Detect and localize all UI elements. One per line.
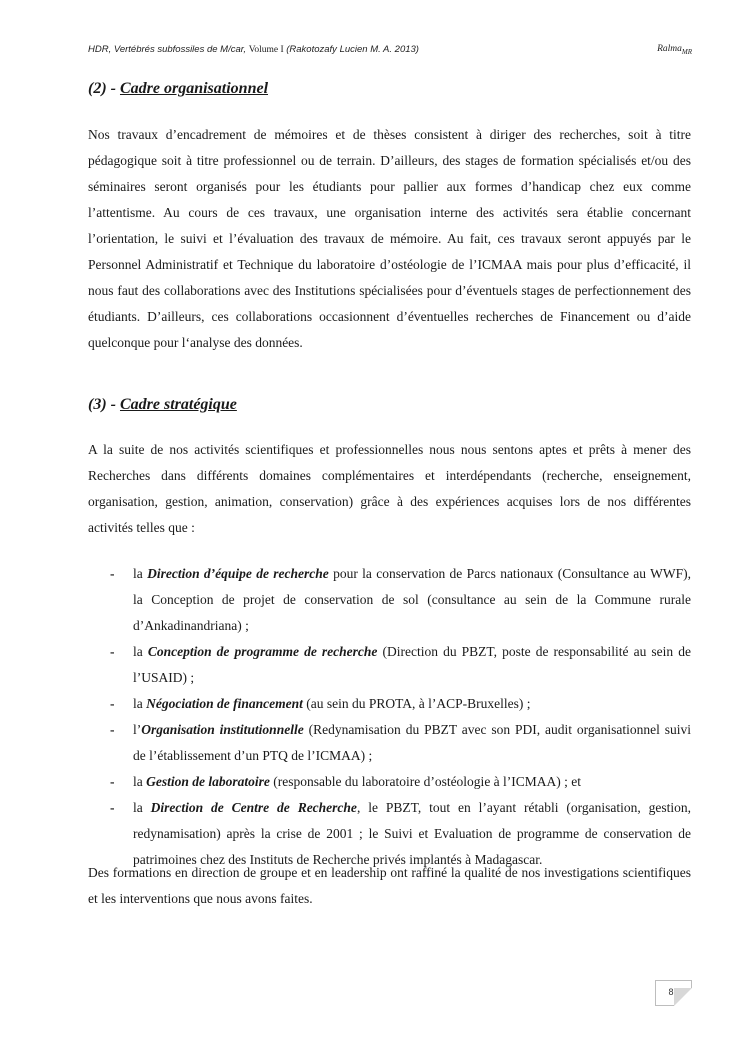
- section-3-closing: Des formations en direction de groupe et en leadership ont raffiné la qualité de nos investigations scientifiques et les interventions que nous avons faites.: [88, 865, 691, 906]
- experience-list: [110, 561, 691, 873]
- list-dash: -: [110, 644, 115, 659]
- list-item-emphasis: Négociation de financement: [146, 696, 303, 711]
- list-dash: -: [110, 774, 115, 789]
- list-item-emphasis: Direction d’équipe de recherche: [147, 566, 329, 581]
- list-item: [110, 769, 691, 795]
- page-curl-decoration: [674, 988, 692, 1006]
- list-item-text: (Redynamisation du PBZT avec son PDI, audit organisationnel suivi de l’établissement d’un PTQ de l’ICMAA) ;: [133, 722, 691, 763]
- list-item-prefix: la: [133, 774, 147, 789]
- header-volume: Volume I: [248, 45, 284, 55]
- list-item-prefix: la: [133, 566, 148, 581]
- list-item-text: (responsable du laboratoire d’ostéologie à l’ICMAA) ; et: [269, 774, 582, 789]
- running-header: [88, 44, 692, 62]
- list-item-prefix: la: [133, 800, 151, 815]
- list-item: [110, 561, 691, 639]
- page-number-box: [655, 980, 692, 1006]
- section-2-number: (2) -: [88, 80, 120, 97]
- header-signature-sub: MR: [681, 47, 692, 56]
- list-item-text: , le PBZT, tout en l’ayant rétabli (organisation, gestion, redynamisation) après la crise de 2001 ; le Suivi et Evaluation de programme de conservation de patrimoines chez des Instituts de Recherche privés implantés à Madagascar.: [133, 800, 692, 867]
- list-dash: -: [110, 566, 115, 581]
- section-2-title: Cadre organisationnel: [119, 80, 269, 97]
- section-3-heading: [88, 396, 237, 414]
- list-item-prefix: la: [133, 644, 148, 659]
- section-2-heading: [88, 80, 268, 98]
- header-signature: [657, 44, 692, 56]
- section-3-intro: A la suite de nos activités scientifiques et professionnelles nous nous sentons aptes et prêts à mener des Recherches dans différents domaines complémentaires et interdépendants (recherche, enseignement, organisation, gestion, animation, conservation) grâce à des expériences acquises lors de nos différentes activités telles que :: [88, 442, 691, 535]
- header-citation: [88, 44, 419, 55]
- list-item-emphasis: Conception de programme de recherche: [147, 644, 378, 659]
- list-item-prefix: l’: [133, 722, 142, 737]
- page-number: 81: [668, 987, 679, 997]
- section-2-paragraph: Nos travaux d’encadrement de mémoires et de thèses consistent à diriger des recherches, soit à titre pédagogique soit à titre professionnel ou de terrain. D’ailleurs, des stages de formation spécialisés et/ou des séminaires seront organisés pour les étudiants pour pallier aux formes d’handicap chez eux comme l’attentisme. Au cours de ces travaux, une organisation interne des activités sera établie concernant l’orientation, le suivi et l’évaluation des travaux de mémoire. Au fait, ces travaux seront appuyés par le Personnel Administratif et Technique du laboratoire d’ostéologie de l’ICMAA mais pour plus d’efficacité, il nous faut des collaborations avec des Institutions spécialisées pour d’éventuels stages de perfectionnement des étudiants. D’ailleurs, ces collaborations occasionnent d’éventuelles recherches de Financement ou d’aide quelconque pour l‘analyse des données.: [88, 127, 691, 350]
- list-item-prefix: la: [133, 696, 147, 711]
- header-title: HDR, Vertébrés subfossiles de M/car,: [88, 44, 249, 55]
- list-item-emphasis: Direction de Centre de Recherche: [150, 800, 357, 815]
- list-item-text: (Direction du PBZT, poste de responsabilité au sein de l’USAID) ;: [133, 644, 692, 685]
- header-signature-main: Ralma: [657, 44, 682, 54]
- list-item-emphasis: Organisation institutionnelle: [141, 722, 304, 737]
- list-item: [110, 717, 691, 769]
- list-dash: -: [110, 696, 115, 711]
- list-dash: -: [110, 800, 115, 815]
- list-item-text: (au sein du PROTA, à l’ACP-Bruxelles) ;: [302, 696, 531, 711]
- section-3-title: Cadre stratégique: [119, 396, 237, 413]
- list-item-text: pour la conservation de Parcs nationaux (Consultance au WWF), la Conception de projet de conservation de sol (consultance au sein de la Commune rurale d’Ankadinandriana) ;: [133, 566, 691, 633]
- list-item: [110, 639, 691, 691]
- header-author: (Rakotozafy Lucien M. A. 2013): [283, 44, 419, 55]
- list-item-emphasis: Gestion de laboratoire: [146, 774, 270, 789]
- list-item: [110, 691, 691, 717]
- list-dash: -: [110, 722, 115, 737]
- section-3-number: (3) -: [88, 396, 120, 413]
